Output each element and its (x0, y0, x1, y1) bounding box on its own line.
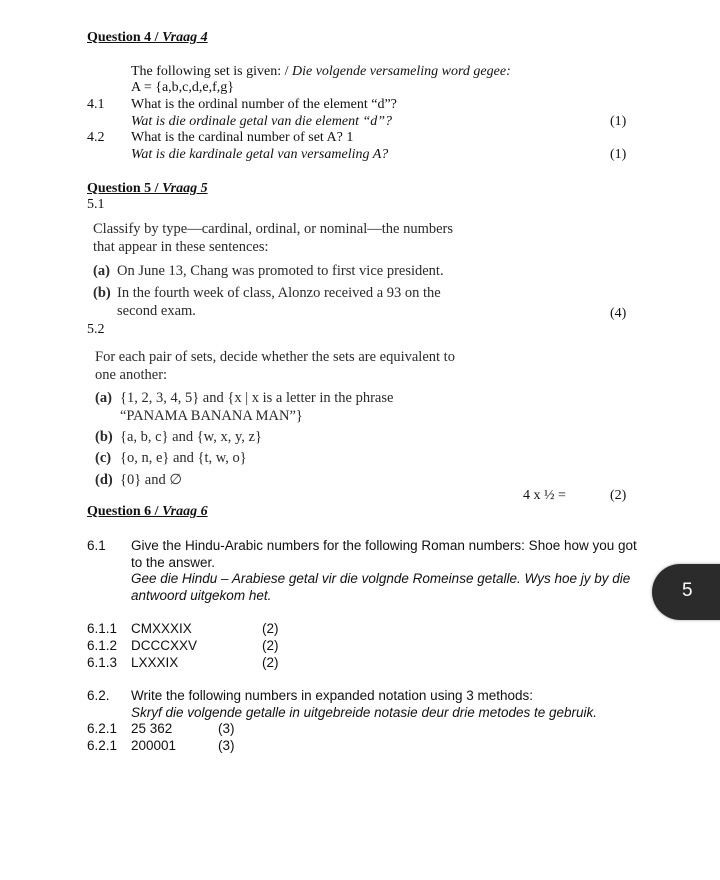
q5-1-number: 5.1 (87, 197, 105, 212)
q6-1-question-af-line-2: antwoord uitgekom het. (131, 588, 272, 603)
q5-1a-label: (a) (93, 263, 110, 279)
q5-heading: Question 5 / Vraag 5 (87, 181, 208, 196)
q6-1-1-value: CMXXXIX (131, 621, 192, 636)
q5-2a-text-line-1: {1, 2, 3, 4, 5} and {x | x is a letter in the phrase (120, 390, 394, 406)
q5-2d-text: {0} and ∅ (120, 472, 182, 488)
q5-2a-label: (a) (95, 390, 112, 406)
q6-1-3-marks: (2) (262, 655, 279, 670)
q5-1b-label: (b) (93, 285, 111, 301)
q6-2-number: 6.2. (87, 688, 110, 703)
q4-1-question-af: Wat is die ordinale getal van die element “d”? (131, 114, 393, 129)
q6-1-2-number: 6.1.2 (87, 638, 118, 653)
q6-2-2-value: 200001 (131, 738, 177, 753)
q5-2-intro-line-1: For each pair of sets, decide whether the sets are equivalent to (95, 349, 455, 365)
q4-set-definition: A = {a,b,c,d,e,f,g} (131, 80, 234, 95)
q5-2-calculation: 4 x ½ = (523, 488, 566, 503)
q6-1-1-marks: (2) (262, 621, 279, 636)
q4-intro: The following set is given: / Die volgende versameling word gegee: (131, 64, 511, 79)
q5-1-marks: (4) (610, 306, 627, 321)
q4-1-number: 4.1 (87, 97, 105, 112)
q6-1-question-af-line-1: Gee die Hindu – Arabiese getal vir die volgnde Romeinse getalle. Wys hoe jy by die (131, 571, 631, 586)
q5-1a-text: On June 13, Chang was promoted to first vice president. (117, 263, 444, 279)
q6-heading: Question 6 / Vraag 6 (87, 504, 208, 519)
q6-2-question-af: Skryf die volgende getalle in uitgebreide notasie deur drie metodes te gebruik. (131, 705, 598, 720)
q5-1b-text-line-1: In the fourth week of class, Alonzo received a 93 on the (117, 285, 441, 301)
q5-2d-label: (d) (95, 472, 113, 488)
q5-2c-text: {o, n, e} and {t, w, o} (120, 450, 247, 466)
q4-2-marks: (1) (610, 147, 627, 162)
q4-1-question: What is the ordinal number of the element “d”? (131, 97, 397, 112)
q6-2-1-marks: (3) (218, 721, 235, 736)
q4-1-marks: (1) (610, 114, 627, 129)
q6-1-2-marks: (2) (262, 638, 279, 653)
q5-2-marks: (2) (610, 488, 627, 503)
q5-2b-label: (b) (95, 429, 113, 445)
q6-1-2-value: DCCCXXV (131, 638, 198, 653)
q6-1-3-number: 6.1.3 (87, 655, 118, 670)
q5-2-number: 5.2 (87, 322, 105, 337)
q5-1b-text-line-2: second exam. (117, 303, 196, 319)
page-number-badge[interactable] (652, 564, 720, 620)
q5-2-intro-line-2: one another: (95, 367, 168, 383)
q4-2-number: 4.2 (87, 130, 105, 145)
q5-2b-text: {a, b, c} and {w, x, y, z} (120, 429, 262, 445)
q5-1-intro-line-1: Classify by type—cardinal, ordinal, or nominal—the numbers (93, 221, 454, 237)
q6-1-question-line-1: Give the Hindu-Arabic numbers for the following Roman numbers: Shoe how you got (131, 538, 637, 553)
q6-2-2-number: 6.2.1 (87, 738, 118, 753)
q6-1-1-number: 6.1.1 (87, 621, 118, 636)
q6-2-question: Write the following numbers in expanded notation using 3 methods: (131, 688, 533, 703)
q4-2-question-af: Wat is die kardinale getal van versameling A? (131, 147, 389, 162)
q6-1-question-line-2: to the answer. (131, 555, 216, 570)
q5-2a-text-line-2: “PANAMA BANANA MAN”} (120, 408, 303, 424)
q6-2-1-number: 6.2.1 (87, 721, 118, 736)
page-number: 5 (682, 580, 693, 601)
q6-1-3-value: LXXXIX (131, 655, 179, 670)
q4-2-question: What is the cardinal number of set A? 1 (131, 130, 354, 145)
q5-2c-label: (c) (95, 450, 112, 466)
q5-1-intro-line-2: that appear in these sentences: (93, 239, 269, 255)
q4-heading: Question 4 / Vraag 4 (87, 30, 208, 45)
q6-1-number: 6.1 (87, 538, 106, 553)
q6-2-2-marks: (3) (218, 738, 235, 753)
q6-2-1-value: 25 362 (131, 721, 173, 736)
